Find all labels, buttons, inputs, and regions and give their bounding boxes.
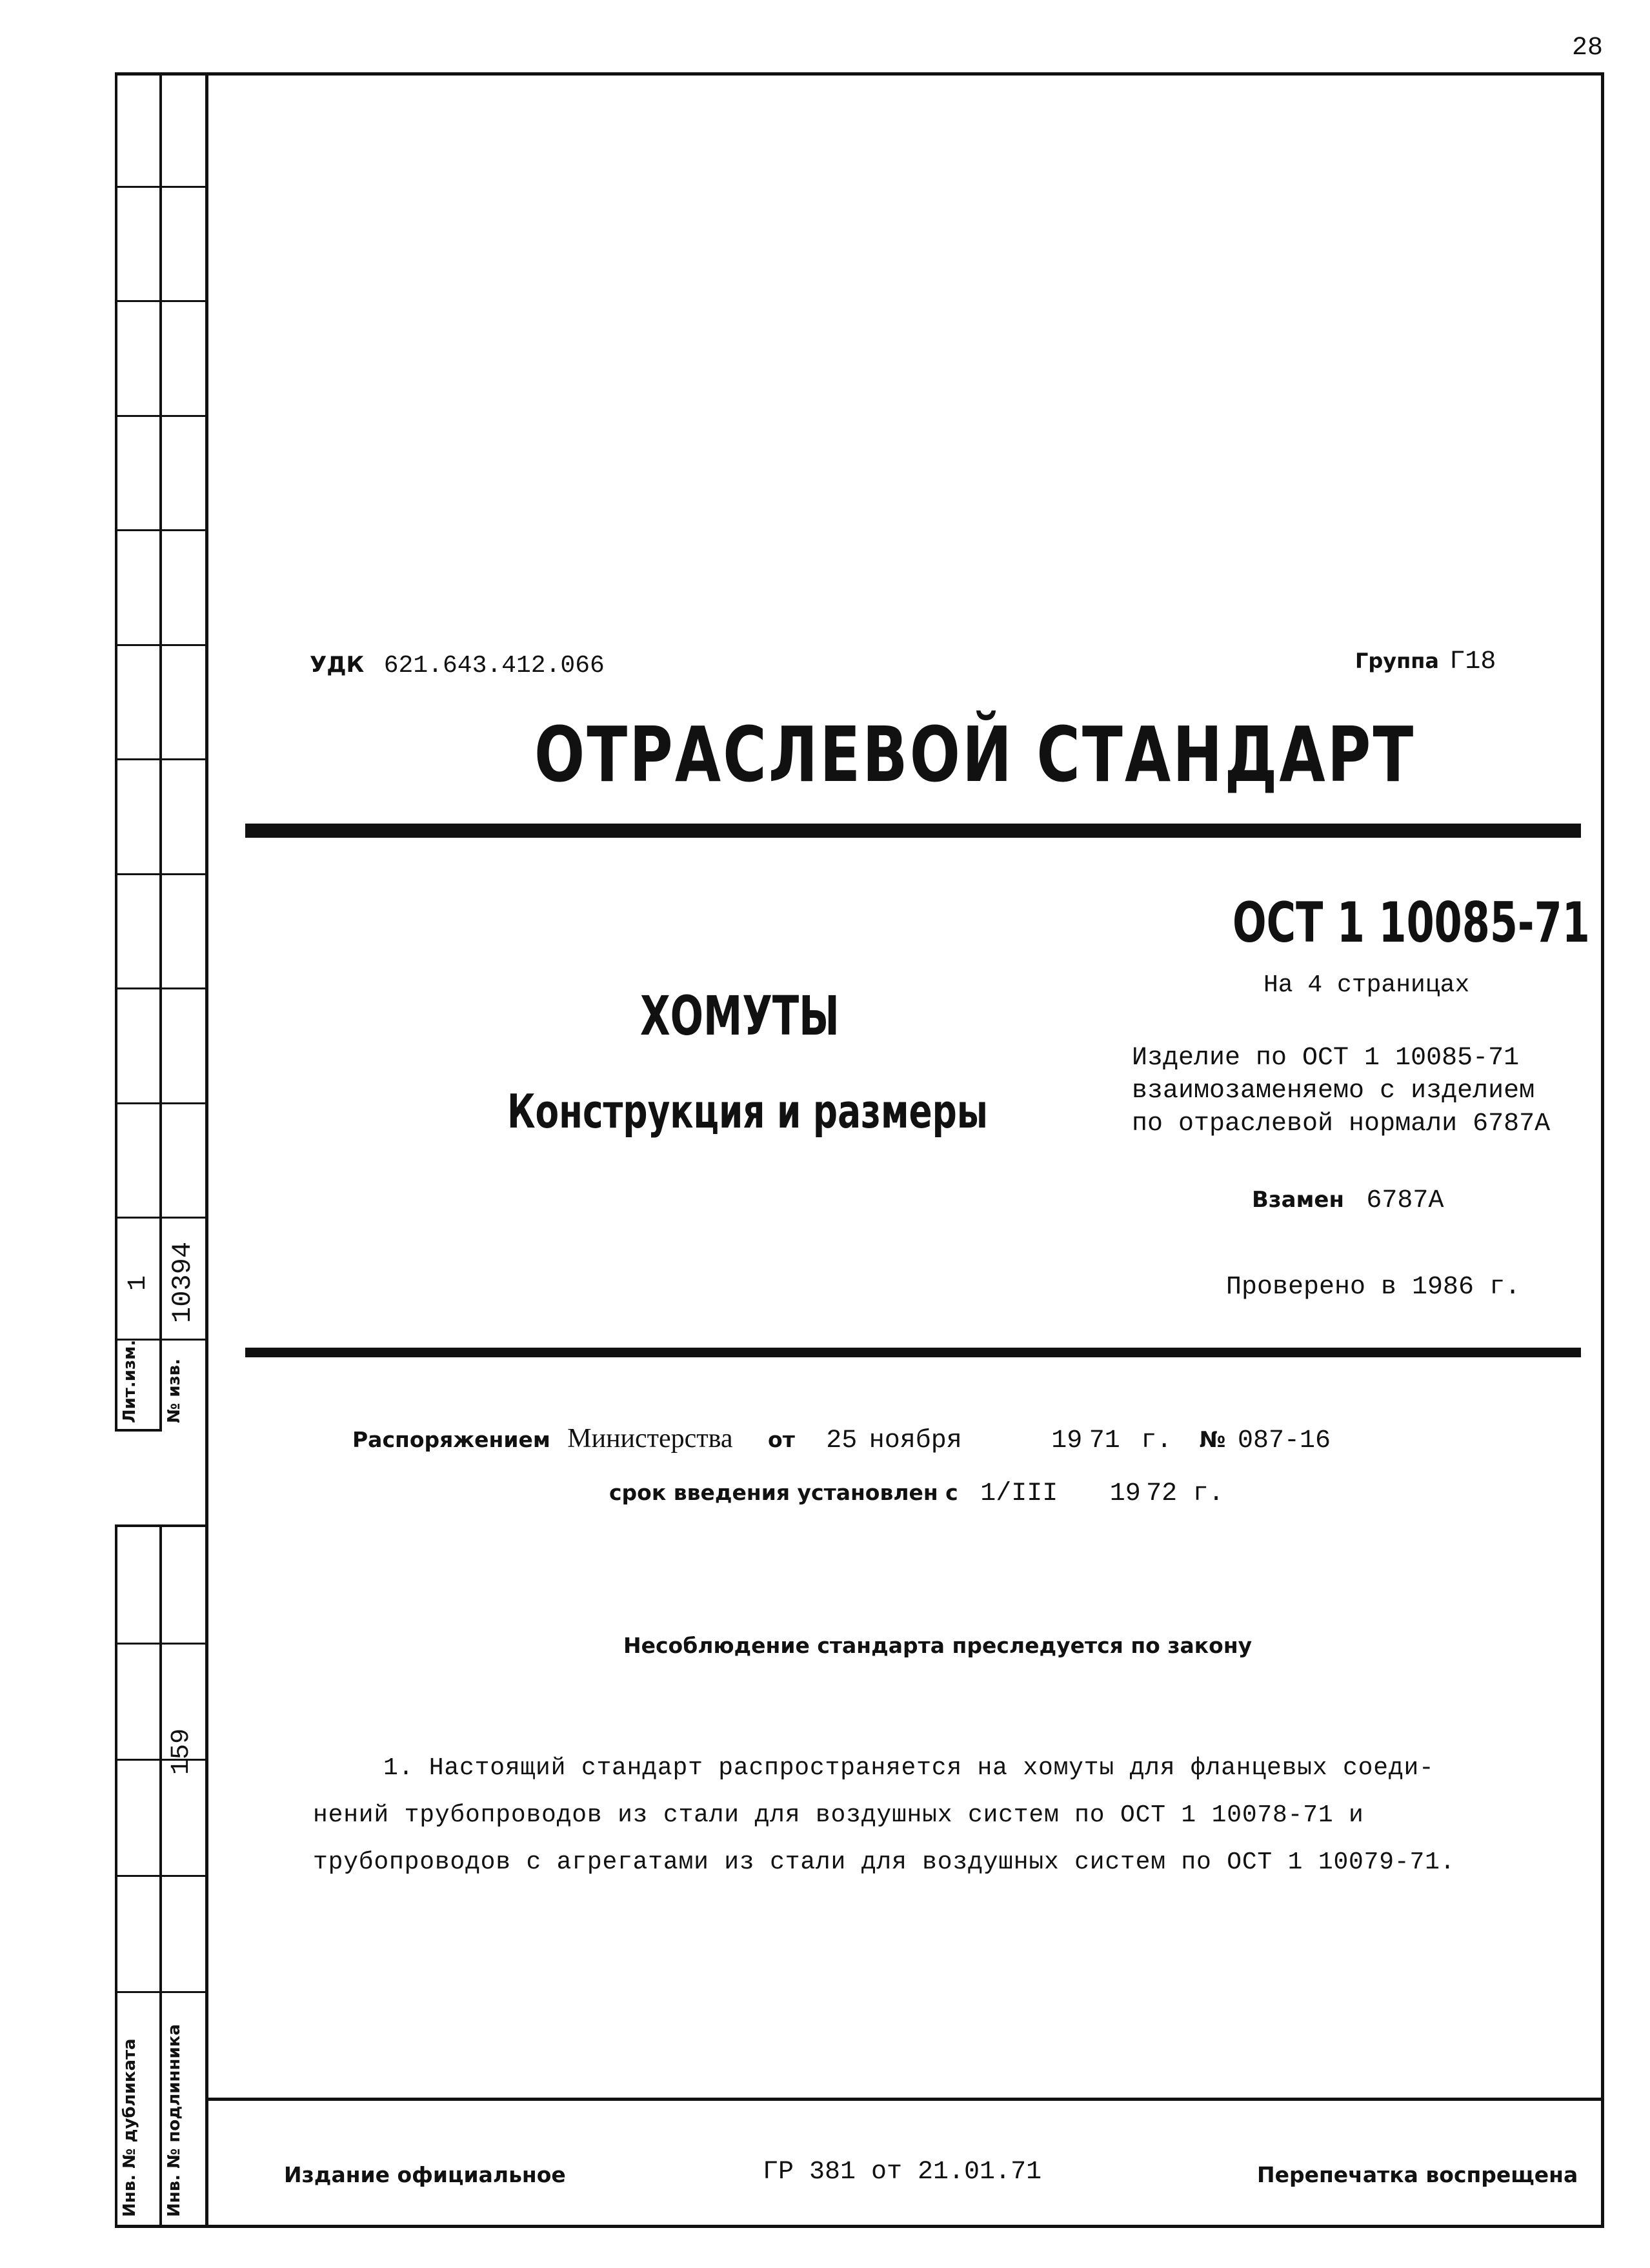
designation: ОСТ 1 10085-71 bbox=[1232, 891, 1590, 955]
stamp-lit-izm-label: Лит.изм. bbox=[120, 1339, 139, 1423]
replaces-value: 6787А bbox=[1366, 1186, 1444, 1215]
effective-year-prefix: 19 bbox=[1109, 1479, 1141, 1508]
stamp-lit-izm-value: 1 bbox=[124, 1275, 153, 1291]
order-number: 087-16 bbox=[1238, 1426, 1331, 1455]
frame-bottom-line bbox=[115, 2225, 1604, 2228]
udk-value: 621.643.412.066 bbox=[383, 652, 605, 680]
frame-right-line bbox=[1601, 72, 1604, 2228]
stamp-cell-line bbox=[115, 1991, 207, 1993]
legal-warning: Несоблюдение стандарта преследуется по закону bbox=[623, 1633, 1253, 1658]
stamp-cell-line bbox=[115, 873, 207, 875]
stamp-cell-line bbox=[115, 1643, 207, 1645]
udk-line bbox=[310, 652, 605, 680]
order-month: ноября bbox=[869, 1426, 962, 1455]
group-label: Группа bbox=[1355, 649, 1439, 673]
frame-top-line bbox=[115, 72, 1604, 76]
stamp-cell-line bbox=[115, 300, 207, 302]
clause-1-line-1: 1. Настоящий стандарт распространяется на хомуты для фланцевых соеди- bbox=[383, 1754, 1434, 1782]
group-value: Г18 bbox=[1449, 647, 1496, 676]
stamp-bottom-closing bbox=[115, 1429, 160, 1432]
doc-subtitle: Конструкция и размеры bbox=[507, 1084, 988, 1139]
clause-1-line-3: трубопроводов с агрегатами из стали для воздушных систем по ОСТ 1 10079-71. bbox=[313, 1848, 1456, 1876]
doc-title: ХОМУТЫ bbox=[640, 984, 840, 1048]
order-label: Распоряжением bbox=[352, 1427, 550, 1452]
order-number-label: № bbox=[1199, 1427, 1226, 1453]
replaces-label: Взамен bbox=[1252, 1187, 1344, 1213]
order-day: 25 bbox=[826, 1426, 858, 1455]
title-bottom-rule bbox=[245, 1348, 1581, 1357]
order-year-prefix: 19 bbox=[1051, 1426, 1083, 1455]
interchange-line-1: Изделие по ОСТ 1 10085-71 bbox=[1132, 1044, 1520, 1073]
stamp-inv-podl-label: Инв. № подлинника bbox=[165, 2024, 184, 2217]
interchange-line-2: взаимозаменяемо с изделием bbox=[1132, 1077, 1535, 1106]
order-year-suffix: 71 bbox=[1089, 1426, 1120, 1455]
checked-note: Проверено в 1986 г. bbox=[1226, 1273, 1521, 1302]
udk-label: УДК bbox=[310, 652, 365, 678]
effective-year-unit: г. bbox=[1192, 1479, 1224, 1508]
footer-center: ГР 381 от 21.01.71 bbox=[763, 2158, 1042, 2187]
stamp-cell-line bbox=[115, 415, 207, 417]
order-year-unit: г. bbox=[1141, 1426, 1172, 1455]
footer-left: Издание официальное bbox=[284, 2162, 566, 2187]
effective-year-suffix: 72 bbox=[1146, 1479, 1178, 1508]
stamp-cell-line bbox=[115, 1875, 207, 1877]
footer-rule bbox=[205, 2098, 1604, 2101]
group-line bbox=[1355, 647, 1496, 676]
stamp-cell-line bbox=[115, 987, 207, 989]
stamp-middle bbox=[159, 72, 162, 1432]
frame-left-line bbox=[205, 72, 208, 2228]
page-number: 28 bbox=[1572, 34, 1604, 63]
pages-note: На 4 страницах bbox=[1263, 971, 1470, 999]
stamp-cell-line bbox=[115, 1102, 207, 1104]
stamp-inv-dubl-label: Инв. № дубликата bbox=[120, 2038, 139, 2217]
stamp-cell-line bbox=[115, 758, 207, 760]
stamp-no-izv-label: № изв. bbox=[165, 1359, 184, 1423]
stamp-cell-line bbox=[115, 529, 207, 531]
header-rule bbox=[245, 824, 1581, 838]
stamp-cell-line bbox=[115, 1217, 207, 1219]
clause-1-line-2: нений трубопроводов из стали для воздушных систем по ОСТ 1 10078-71 и bbox=[313, 1801, 1364, 1829]
stamp-outer-left bbox=[115, 72, 117, 1432]
stamp-cell-line bbox=[115, 644, 207, 646]
stamp-inv-podl-value: 159 bbox=[167, 1728, 196, 1775]
effective-line bbox=[609, 1479, 1224, 1508]
footer-right: Перепечатка воспрещена bbox=[1257, 2162, 1578, 2187]
stamp-top-2 bbox=[115, 1524, 207, 1527]
order-ministry: Министерства bbox=[567, 1424, 733, 1453]
header-title: ОТРАСЛЕВОЙ СТАНДАРТ bbox=[534, 710, 1416, 799]
interchange-line-3: по отраслевой нормали 6787А bbox=[1132, 1109, 1551, 1139]
replaces-line bbox=[1252, 1186, 1444, 1215]
effective-date: 1/III bbox=[980, 1479, 1058, 1508]
stamp-no-izv-value: 10394 bbox=[167, 1241, 198, 1323]
order-from-label: от bbox=[768, 1427, 795, 1452]
order-line bbox=[352, 1423, 1331, 1455]
effective-label: срок введения установлен с bbox=[609, 1480, 958, 1505]
stamp-cell-line bbox=[115, 186, 207, 188]
